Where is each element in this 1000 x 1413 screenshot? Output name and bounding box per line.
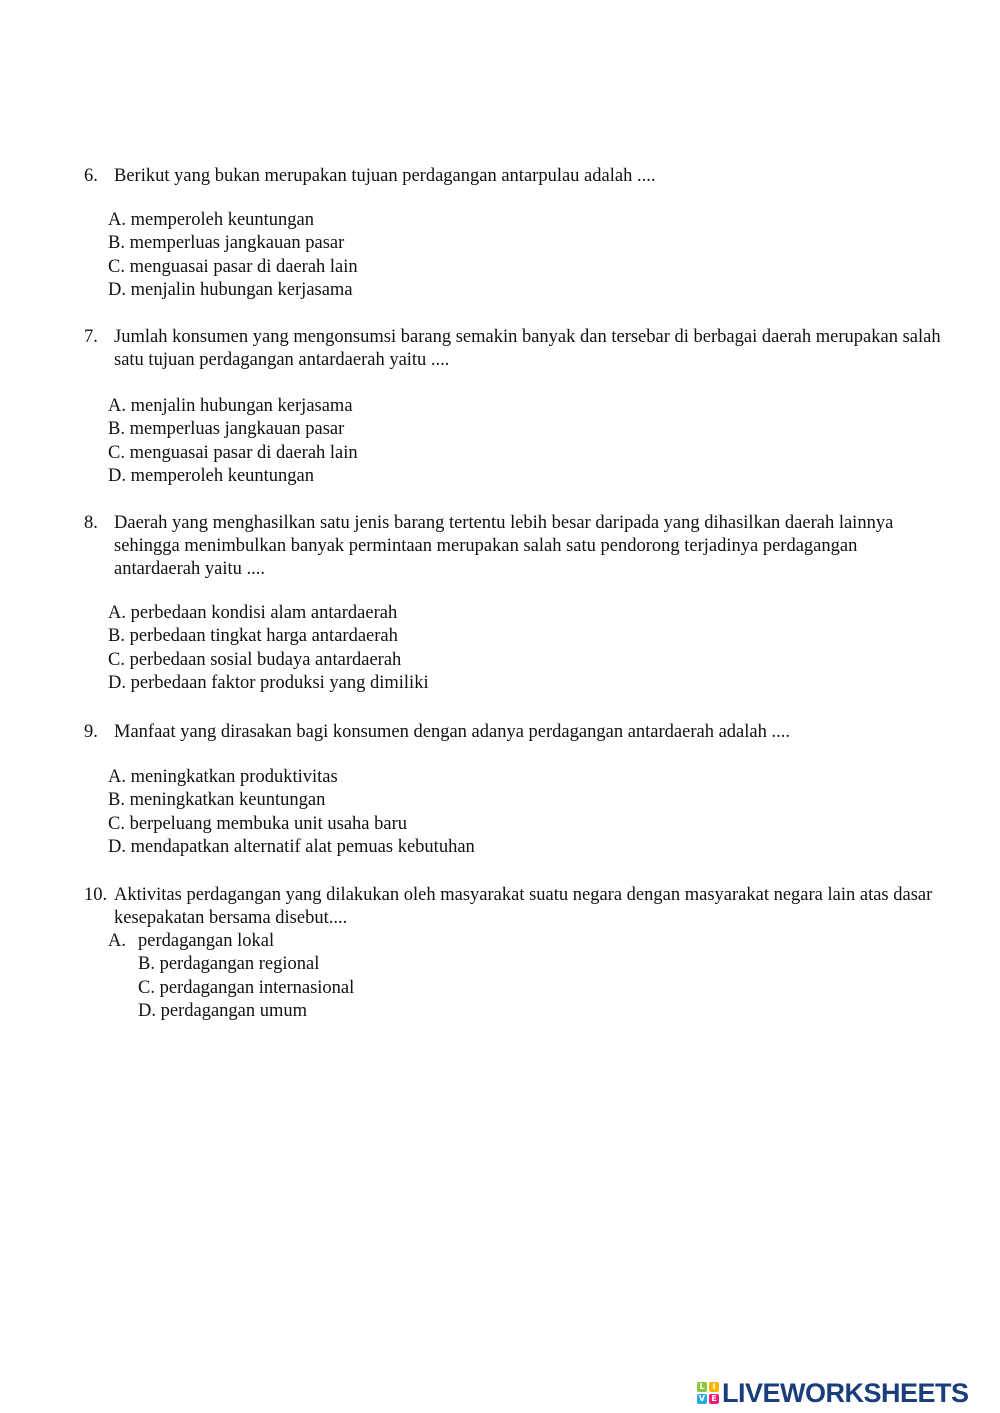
brand-text: LIVEWORKSHEETS <box>722 1378 969 1408</box>
option-c[interactable]: C. perbedaan sosial budaya antardaerah <box>108 649 402 670</box>
option-d[interactable]: D. mendapatkan alternatif alat pemuas kebutuhan <box>108 836 475 857</box>
option-b[interactable]: B. meningkatkan keuntungan <box>108 790 326 811</box>
option-b[interactable]: B. memperluas jangkauan pasar <box>108 419 345 440</box>
option-b[interactable]: B. perbedaan tingkat harga antardaerah <box>108 626 398 647</box>
liveworksheets-logo-icon <box>697 1382 719 1404</box>
option-c[interactable]: C. berpeluang membuka unit usaha baru <box>108 813 407 834</box>
option-d[interactable]: D. perdagangan umum <box>138 1000 308 1021</box>
option-b[interactable]: B. perdagangan regional <box>138 954 320 975</box>
option-letter: A. <box>108 931 126 951</box>
question-stem <box>84 721 944 744</box>
question-number: 9. <box>84 722 98 742</box>
question-7 <box>84 326 944 488</box>
question-9 <box>84 721 944 859</box>
liveworksheets-watermark <box>697 1378 969 1408</box>
answer-options <box>84 766 944 859</box>
option-a[interactable]: A. meningkatkan produktivitas <box>108 767 338 787</box>
question-stem <box>84 326 944 372</box>
option-a[interactable]: A. perbedaan kondisi alam antardaerah <box>108 603 398 623</box>
question-number: 7. <box>84 327 98 347</box>
question-text: Berikut yang bukan merupakan tujuan perdagangan antarpulau adalah .... <box>114 166 656 186</box>
question-text: Manfaat yang dirasakan bagi konsumen dengan adanya perdagangan antardaerah adalah .... <box>114 722 790 742</box>
question-stem <box>84 884 944 930</box>
option-a[interactable]: A. menjalin hubungan kerjasama <box>108 396 353 416</box>
option-d[interactable]: D. memperoleh keuntungan <box>108 465 315 486</box>
option-text: perdagangan lokal <box>138 931 275 951</box>
logo-square: V <box>698 1394 706 1403</box>
question-text: Jumlah konsumen yang mengonsumsi barang semakin banyak dan tersebar di berbagai daerah merupakan salah satu tujuan perdagangan antardaerah yaitu .... <box>114 327 941 370</box>
logo-square: I <box>709 1382 719 1392</box>
question-stem <box>84 165 944 188</box>
question-number: 8. <box>84 513 98 533</box>
question-number: 10. <box>84 885 108 905</box>
answer-options <box>84 930 944 1023</box>
logo-square: E <box>709 1394 719 1404</box>
option-a[interactable] <box>84 930 944 953</box>
logo-square: L <box>697 1382 707 1392</box>
option-a[interactable]: A. memperoleh keuntungan <box>108 210 315 230</box>
option-d[interactable]: D. perbedaan faktor produksi yang dimiliki <box>108 672 429 693</box>
answer-options <box>84 602 944 695</box>
answer-options <box>84 395 944 488</box>
question-number: 6. <box>84 166 98 186</box>
option-b[interactable]: B. memperluas jangkauan pasar <box>108 233 345 254</box>
question-text: Aktivitas perdagangan yang dilakukan oleh masyarakat suatu negara dengan masyarakat negara lain atas dasar kesepakatan bersama disebut.... <box>114 885 933 928</box>
question-text: Daerah yang menghasilkan satu jenis barang tertentu lebih besar daripada yang dihasilkan daerah lainnya sehingga menimbulkan banyak permintaan merupakan salah satu pendorong terjadinya perdagangan antardaerah yaitu .... <box>114 513 894 579</box>
question-stem <box>84 512 944 581</box>
option-c[interactable]: C. menguasai pasar di daerah lain <box>108 256 358 277</box>
option-c[interactable]: C. perdagangan internasional <box>138 977 355 998</box>
question-10 <box>84 884 944 1023</box>
answer-options <box>84 209 944 302</box>
option-d[interactable]: D. menjalin hubungan kerjasama <box>108 279 353 300</box>
question-8 <box>84 512 944 695</box>
question-6 <box>84 165 944 302</box>
option-c[interactable]: C. menguasai pasar di daerah lain <box>108 442 358 463</box>
